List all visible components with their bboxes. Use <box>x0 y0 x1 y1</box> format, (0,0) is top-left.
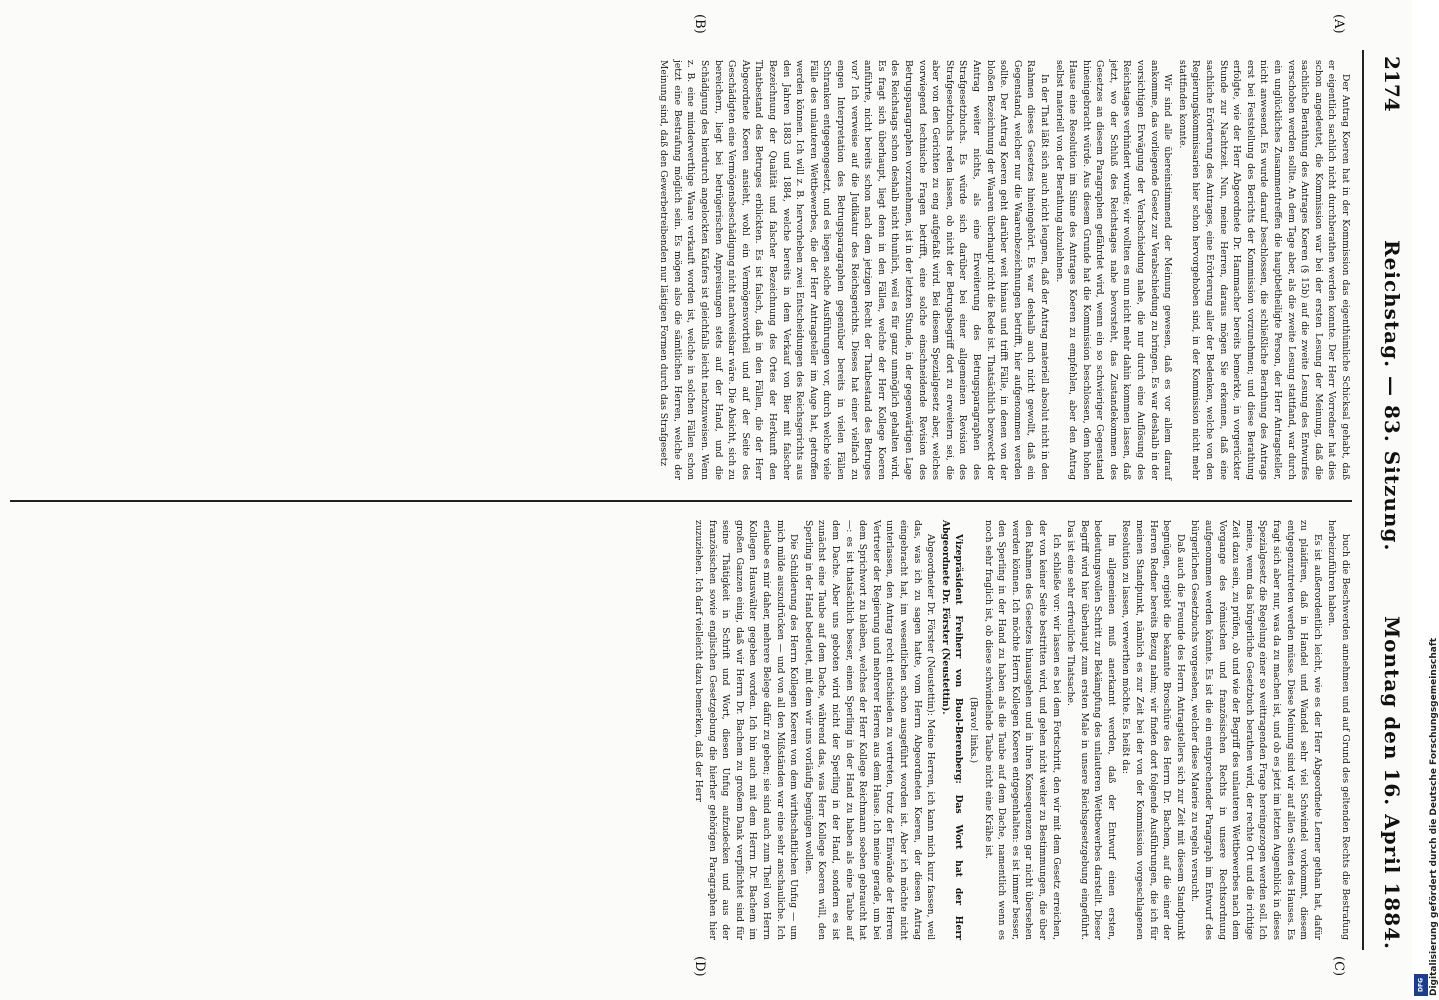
paragraph: Es ist außerordentlich leicht, wie es der Herr Abgeordnete Lerner gethan hat, dafür zu plaidiren, daß in Handel und Wandel sehr viel Schwindel vorkommt, diesem entgegenzutreten werden müsse. Diese Meinung sind wir auf allen Seiten des Hauses. Es fragt sich aber nur, was da zu machen ist, und ob es jetzt im letzten Augenblick in dieses Spezialgesetz die Regelung einer so weittragenden Frage hereingezogen werden soll. Ich meine, wenn das bürgerliche Gesetzbuch berathen wird, der rechte Ort und die richtige Zeit dazu sein, zu prüfen, ob und wie der Begriff des unlauteren Wettbewerbes nach dem Vorgange des römischen und französischen Rechts in unsere Rechtsordnung aufgenommen werden könnte. Es ist die ein entsprechender Paragraph im Entwurf des bürgerlichen Gesetzbuchs vorgesehen, welcher diese Materie zu regeln versucht. <box>1189 520 1323 940</box>
margin-marker-a: (A) <box>1331 14 1346 34</box>
running-title: Reichstag. — 83. Sitzung. <box>1380 240 1404 552</box>
margin-marker-b: (B) <box>692 14 707 34</box>
margin-marker-c: (C) <box>1331 956 1346 977</box>
left-column <box>12 60 1352 480</box>
paragraph: Ich schließe vor: wir lassen es bei dem Fortschritt, den wir mit dem Gesetz erreichen, der von keiner Seite bestritten wird, und gehen nicht weiter zu Bestimmungen, die über den Rahmen des Gesetzes hinausgehen und in ihren Konsequenzen gar nicht übersehen werden können. Ich möchte Herrn Kollegen Koeren entgegenhalten: es ist immer besser, den Sperling in der Hand zu haben als die Taube auf dem Dache, namentlich wenn es noch sehr fraglich ist, ob diese schwindelnde Taube nicht eine Krähe ist. <box>982 520 1062 940</box>
paragraph: Die Schilderung des Herrn Kollegen Koeren von dem wirthschaftlichen Unfug — um mich milde auszudrücken — und von all den Mißständen war eine sehr anschauliche. Ich erlaube es mir daher, mehrere Belege dafür zu geben; sie sind auch zum Theil von Herrn Kollegen Hauswälter gegeben worden. Ich bin auch mit dem Herrn Dr. Bachem im großen Ganzen einig, daß wir Herrn Dr. Bachem zu großem Dank verpflichtet sind für seine Thätigkeit in Schrift und Wort, diesen Unfug aufzudecken und aus der französischen sowie englischen Gesetzgebung die hierher gehörigen Paragraphen hier zuzuziehen. Ich darf vielleicht dazu bemerken, daß der Herr <box>693 520 800 940</box>
paragraph: Wir sind alle übereinstimmend der Meinung gewesen, daß es vor allem darauf ankomme, das vorliegende Gesetz zur Verabschiedung zu bringen. Es war deshalb in der vorsichtigen Erwägung der Verabschiedung nahe, die nur durch eine Auflösung des Reichstages verhindert wurde; wir wollten es nun nicht mehr dahin kommen lassen, daß jetzt, wo der Schluß des Reichstages nahe bevorsteht, das Zustandekommen des Gesetzes an diesem Paragraphen gefährdet wird, wenn ein so schwieriger Gegenstand hineingebracht würde. Aus diesem Grunde hat die Kommission beschlossen, dem hohen Hause eine Resolution im Sinne des Antrages Koeren zu empfehlen, aber den Antrag selbst materiell von der Berathung abzulehnen. <box>1053 60 1174 480</box>
funding-note: Digitalisierung gefördert durch die Deutsche Forschungsgemeinschaft <box>1429 637 1439 996</box>
paragraph: In der That läßt sich auch nicht leugnen, daß der Antrag materiell absolut nicht in den Rahmen dieses Gesetzes hineingehört. Es war deshalb auch nicht gewollt, daß ein Gegenstand, welcher nur die Waarenbezeichnungen betrifft, hier aufgenommen werden sollte. Der Antrag Koeren geht darüber weit hinaus und trifft Fälle, in denen von der bloßen Bezeichnung der Waaren überhaupt nicht die Rede ist. Thatsächlich bezweckt der Antrag weiter nichts, als eine Erweiterung des Betrugsparagraphen des Strafgesetzbuchs. Es würde sich darüber bei einer allgemeinen Revision des Strafgesetzbuchs reden lassen, ob nicht der Betrugsbegriff dort zu erweitern sei, die aber von den Gerichten zu eng aufgefaßt wird. Bei diesem Spezialgesetz aber, welches vorwiegend technische Fragen betrifft, eine solche einschneidende Revision des Betrugsparagraphen vorzunehmen, ist in der letzten Stunde, in der gegenwärtigen Lage des Reichstags schon deshalb nicht thunlich, weil es für ganz unmöglich gehalten wird. Es fragt sich überhaupt, liegt denn in den Fällen, welche der Herr Kollege Koeren anführte, nicht bereits schon nach dem jetzigen Recht der Thatbestand des Betruges vor? Ich verweise auf die Judikatur des Reichsgerichts. Dieses hat einer vielfach zu engen Interpretation des Betrugsparagraphen gegenüber bereits in vielen Fällen Schranken entgegengesetzt, und es liegen solche Ausführungen vor, durch welche viele Fälle des unlauteren Wettbewerbes, die der Herr Antragsteller im Auge hat, getroffen werden können. Ich will z. B. hervorheben zwei Entscheidungen des Reichsgerichts aus den Jahren 1883 und 1884, welche bereits in dem Verkauf von Bier mit falscher Bezeichnung der Qualität und falscher Bezeichnung des Ortes der Herkunft den Thatbestand des Betruges erblickten. Es ist falsch, daß in den Fällen, die der Herr Abgeordnete Koeren ansieht, wohl ein Vermögensvortheil und auf der Seite des Geschädigten eine Vermögensbeschädigung nicht nachweisbar wäre. Die Absicht, sich zu bereichern, liegt bei betrügerischen Anpreisungen stets auf der Hand, und die Schädigung des hierdurch angelockten Käufers ist gleichfalls leicht nachzuweisen. Wenn z. B. eine minderwerthige Waare verkauft worden ist, welche in solchen Fällen schon jetzt eine Bestrafung möglich sein. Es mögen also die sämtlichen Herren, welche der Meinung sind, daß den Gewerbetreibenden nur lästigen Formen durch das Strafgesetz <box>658 60 1050 480</box>
speaker-paragraph: Vizepräsident Freiherr von Buol-Berenberg: Das Wort hat der Herr Abgeordnete Dr. Förster (Neustettin). <box>939 520 965 940</box>
paragraph: Daß auch die Freunde des Herrn Antragstellers sich zur Zeit mit diesem Standpunkt begnügen, ergiebt die bekannte Broschüre des Herrn Dr. Bachem, auf die einer der Herren Redner bereits Bezug nahm; wir finden dort folgende Ausführungen, die ich für meinen Standpunkt, nämlich es zur Zeit bei der von der Kommission vorgeschlagenen Resolution zu lassen, verwerthen möchte. Es heißt da: <box>1120 520 1186 940</box>
page-number: 2174 <box>1380 56 1404 112</box>
page-header <box>1378 40 1408 960</box>
speaker-paragraph: Abgeordneter Dr. Förster (Neustettin): Meine Herren, ich kann mich kurz fassen, weil das, was ich zu sagen hatte, vom Herrn Abgeordneten Koeren, der diesen Antrag eingebracht hat, im wesentlichen schon ausgeführt worden ist. Aber ich möchte nicht unterlassen, den Antrag recht entschieden zu vertreten, trotz der Einwände der Herren Vertreter der Regierung und mehrerer Herren aus dem Hause. Ich meine gerade, um bei dem Sprichwort zu bleiben, welches der Herr Kollege Reichmann soeben gebraucht hat —: es ist thatsächlich besser, einen Sperling in der Hand zu haben als eine Taube auf dem Dache. Aber uns geboten wird nicht der Sperling in der Hand, sondern es ist zunächst eine Taube auf dem Dache, während das, was Herr Kollege Koeren will, den Sperling in der Hand bedeutet, mit dem wir uns vorläufig begnügen wollen. <box>802 520 937 940</box>
quotation: Im allgemeinen muß anerkannt werden, daß der Entwurf einen ersten, bedeutungsvollen Schritt zur Bekämpfung des unlauteren Wettbewerbes darstellt. Dieser Begriff wird hier überhaupt zum ersten Male in unsere Reichsgesetzgebung eingeführt. Das ist eine sehr erfreuliche Thatsache. <box>1065 520 1117 940</box>
dfg-logo: DFG <box>1414 974 1428 996</box>
paragraph: Der Antrag Koeren hat in der Kommission das eigenthümliche Schicksal gehabt, daß er eigentlich sachlich nicht durchberathen werden konnte. Der Herr Vorredner hat dies schon angedeutet, die Kommission war bei der ersten Lesung der Meinung, daß die sachliche Berathung des Antrages Koeren (§ 15b) auf die zweite Lesung des Entwurfes verschoben werden sollte. An dem Tage aber, als die zweite Lesung stattfand, war durch ein unglückliches Zusammentreffen die hauptbetheiligte Person, der Herr Antragsteller, nicht anwesend. Es wurde darauf beschlossen, die schließliche Berathung des Antrags erst bei Feststellung des Berichts der Kommission vorzunehmen; und diese Berathung erfolgte, wie der Herr Abgeordnete Dr. Hammacher bereits bemerkte, in vorgerückter Stunde zur Nachtzeit. Nun, meine Herren, daraus mögen Sie erkennen, daß eine sachliche Erörterung des Antrages, eine Erörterung aller der Bedenken, welche von den Regierungskommissarien hier schon hervorgehoben sind, in der Kommission nicht mehr stattfinden konnte. <box>1176 60 1351 480</box>
header-rule <box>1362 50 1364 950</box>
right-column <box>12 520 1352 940</box>
footer-strip <box>1412 0 1439 1000</box>
column-divider <box>10 500 1352 502</box>
session-date: Montag den 16. April 1884. <box>1380 616 1404 950</box>
applause-note: (Bravo! links.) <box>967 696 979 764</box>
margin-marker-d: (D) <box>692 956 707 977</box>
paragraph: buch die Beschwerden annehmen und auf Grund des geltenden Rechts die Bestrafung herbeizuführen haben. <box>1326 520 1351 940</box>
